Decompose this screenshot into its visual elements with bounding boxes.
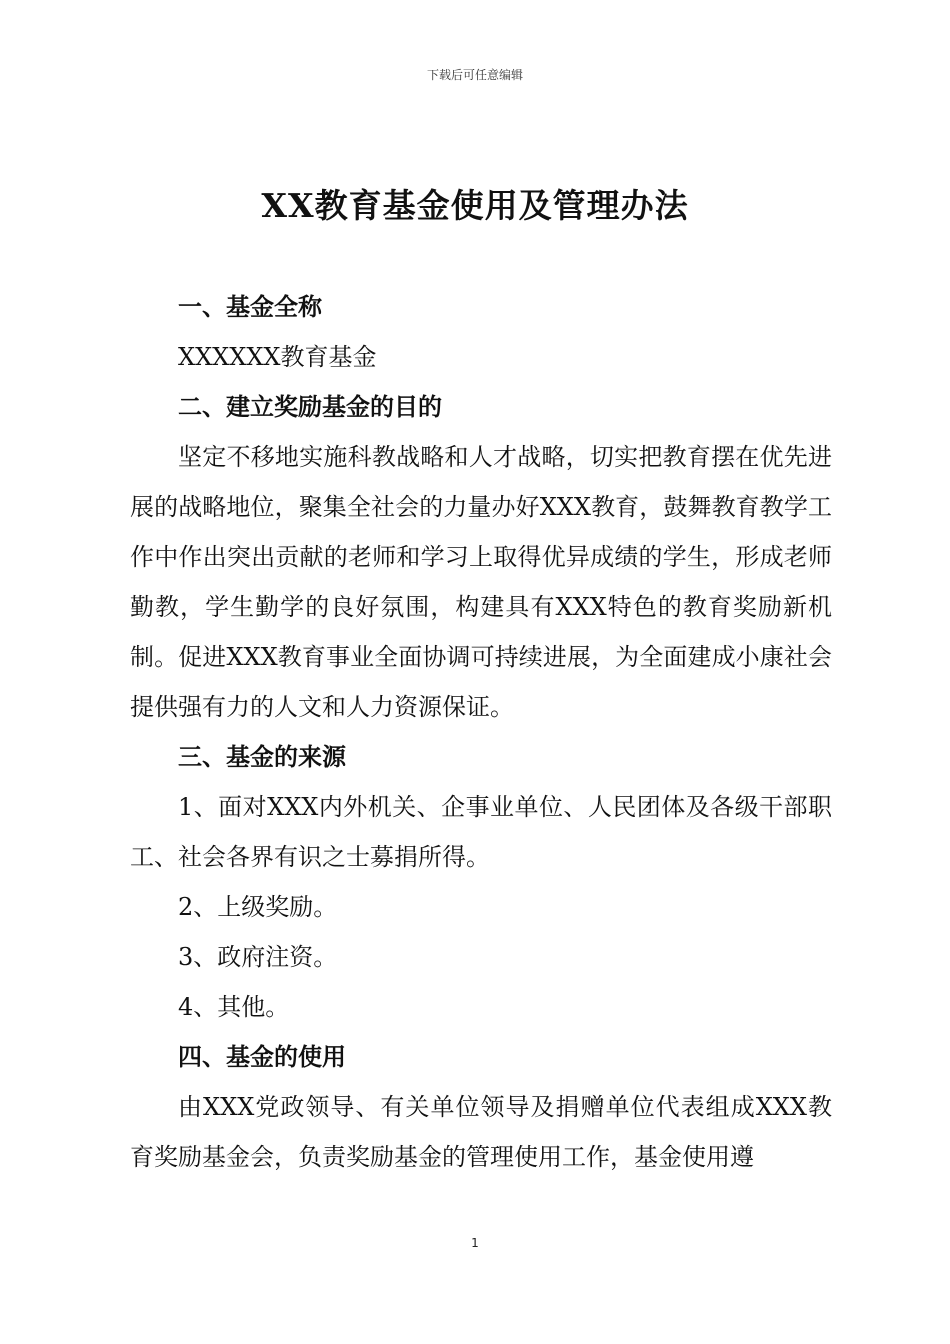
section-heading-sources: 三、基金的来源 [178,743,346,771]
paragraph-source-3: 3、政府注资。 [178,943,338,971]
document-body [130,282,832,1182]
section-heading-usage: 四、基金的使用 [178,1043,346,1071]
page-header: 下载后可任意编辑 [426,68,523,82]
paragraph-source-2: 2、上级奖励。 [178,893,338,921]
paragraph-fund-name: XXXXXX教育基金 [178,343,377,371]
paragraph-source-1: 1、面对XXX内外机关、企事业单位、人民团体及各级干部职工、社会各界有识之士募捐所得。 [130,793,832,871]
section-heading-purpose: 二、建立奖励基金的目的 [178,393,442,421]
paragraph-usage: 由XXX党政领导、有关单位领导及捐赠单位代表组成XXX教育奖励基金会，负责奖励基金的管理使用工作，基金使用遵 [130,1093,832,1171]
document-title: XX教育基金使用及管理办法 [261,186,689,225]
section-heading-fund-name: 一、基金全称 [178,293,322,321]
paragraph-source-4: 4、其他。 [178,993,290,1021]
paragraph-purpose: 坚定不移地实施科教战略和人才战略，切实把教育摆在优先进展的战略地位，聚集全社会的力量办好XXX教育，鼓舞教育教学工作中作出突出贡献的老师和学习上取得优异成绩的学生，形成老师勤教，学生勤学的良好氛围，构建具有XXX特色的教育奖励新机制。促进XXX教育事业全面协调可持续进展，为全面建成小康社会提供强有力的人文和人力资源保证。 [130,443,832,721]
page-number: 1 [471,1236,479,1250]
